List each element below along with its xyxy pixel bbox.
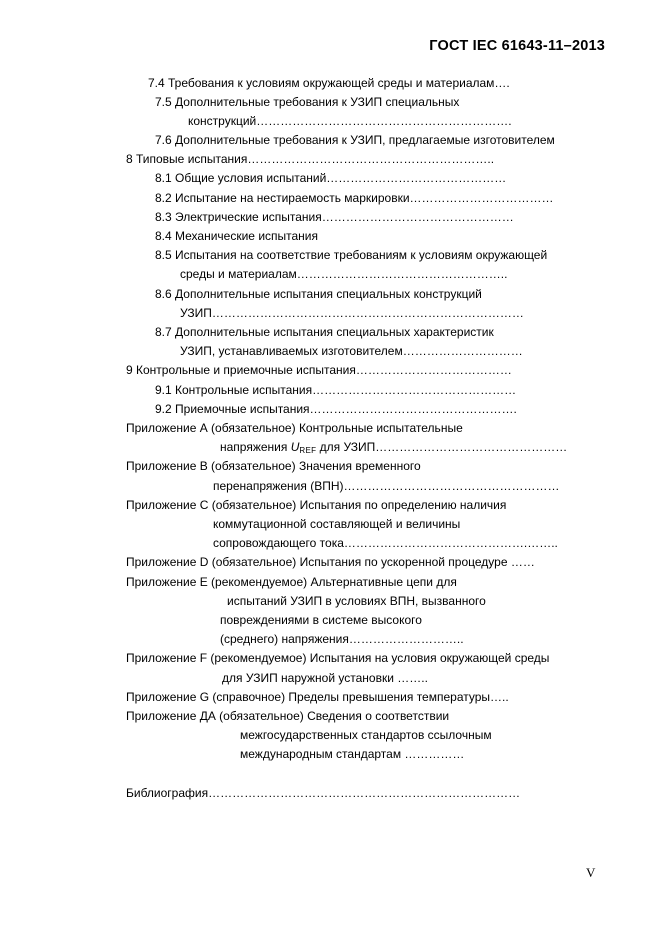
toc-entry-annex-da: Приложение ДА (обязательное) Сведения о соответствии xyxy=(126,709,450,723)
toc-entry-7-5: 7.5 Дополнительные требования к УЗИП специальных xyxy=(155,95,460,109)
toc-entry-9-1: 9.1 Контрольные испытания…………………………………………… xyxy=(155,383,517,397)
toc-entry-8: 8 Типовые испытания…………………………………………………….. xyxy=(126,152,495,166)
toc-entry-annex-e-cont-1: испытаний УЗИП в условиях ВПН, вызванного xyxy=(227,594,486,608)
toc-entry-annex-f-cont: для УЗИП наружной установки …….. xyxy=(222,671,428,685)
toc-entry-annex-b-cont: перенапряжения (ВПН)……………………………………………… xyxy=(213,479,560,493)
toc-entry-7-5-cont: конструкций………………………………………………………. xyxy=(188,114,512,128)
toc-entry-annex-a-cont xyxy=(220,440,567,458)
toc-entry-annex-e-cont-2: повреждениями в системе высокого xyxy=(220,613,422,627)
page-number: V xyxy=(586,865,596,880)
standard-title: ГОСТ IEC 61643-11–2013 xyxy=(429,38,605,54)
annex-a-text-1: напряжения xyxy=(220,440,291,454)
toc-entry-8-2: 8.2 Испытание на нестираемость маркировки……………………………… xyxy=(155,191,554,205)
toc-entry-annex-c: Приложение С (обязательное) Испытания по определению наличия xyxy=(126,498,507,512)
toc-entry-annex-d: Приложение D (обязательное) Испытания по ускоренной процедуре …… xyxy=(126,555,535,569)
toc-entry-bibliography: Библиография…………………………………………………………………… xyxy=(126,786,521,800)
toc-entry-annex-b: Приложение В (обязательное) Значения временного xyxy=(126,459,421,473)
toc-entry-7-4: 7.4 Требования к условиям окружающей среды и материалам…. xyxy=(148,76,510,90)
toc-entry-annex-c-cont-1: коммутационной составляющей и величины xyxy=(213,517,461,531)
toc-entry-annex-da-cont-2: международным стандартам …………… xyxy=(240,747,465,761)
u-ref-subscript: REF xyxy=(299,446,317,455)
toc-entry-8-5: 8.5 Испытания на соответствие требованиям к условиям окружающей xyxy=(155,248,548,262)
toc-entry-8-6-cont: УЗИП…………………………………………………………………… xyxy=(180,306,524,320)
toc-entry-9: 9 Контрольные и приемочные испытания………………………………… xyxy=(126,363,512,377)
toc-entry-8-3: 8.3 Электрические испытания………………………………………… xyxy=(155,210,514,224)
toc-entry-7-6: 7.6 Дополнительные требования к УЗИП, предлагаемые изготовителем xyxy=(155,133,555,147)
toc-entry-8-6: 8.6 Дополнительные испытания специальных конструкций xyxy=(155,287,482,301)
toc-entry-annex-g: Приложение G (справочное) Пределы превышения температуры….. xyxy=(126,690,509,704)
toc-entry-annex-e: Приложение Е (рекомендуемое) Альтернативные цепи для xyxy=(126,575,457,589)
toc-entry-9-2: 9.2 Приемочные испытания……………………………………………. xyxy=(155,402,517,416)
toc-entry-8-7: 8.7 Дополнительные испытания специальных характеристик xyxy=(155,325,494,339)
toc-entry-annex-da-cont-1: межгосударственных стандартов ссылочным xyxy=(240,728,492,742)
toc-entry-annex-f: Приложение F (рекомендуемое) Испытания на условия окружающей среды xyxy=(126,651,550,665)
annex-a-text-2: для УЗИП………………………………………… xyxy=(316,440,568,454)
toc-entry-annex-c-cont-2: сопровождающего тока……………………………………….…….. xyxy=(213,536,558,550)
toc-entry-8-4: 8.4 Механические испытания xyxy=(155,229,319,243)
toc-entry-8-1: 8.1 Общие условия испытаний……………………………………… xyxy=(155,171,507,185)
toc-entry-annex-e-cont-3: (среднего) напряжения……………………….. xyxy=(220,632,464,646)
u-ref-symbol: U xyxy=(290,440,300,454)
toc-entry-8-5-cont: среды и материалам…………………………………………….. xyxy=(180,267,508,281)
toc-entry-annex-a: Приложение А (обязательное) Контрольные испытательные xyxy=(126,421,463,435)
toc-entry-8-7-cont: УЗИП, устанавливаемых изготовителем………………………… xyxy=(180,344,523,358)
